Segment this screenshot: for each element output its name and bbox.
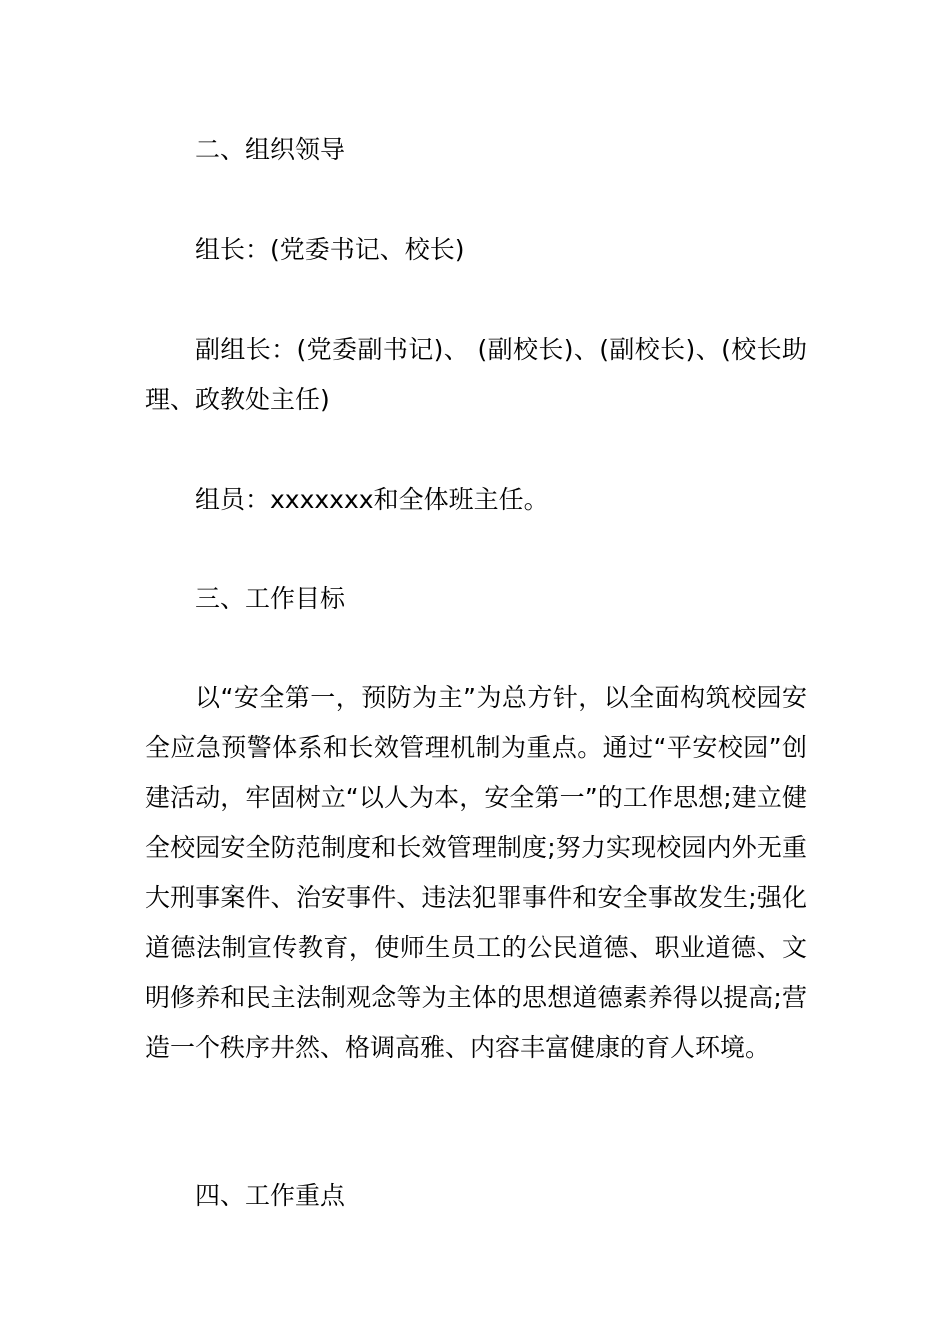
goals-paragraph: 以“安全第一，预防为主”为总方针，以全面构筑校园安全应急预警体系和长效管理机制为重点。通过“平安校园”创建活动，牢固树立“以人为本，安全第一”的工作思想;建立健全校园安全防范制度和长效管理制度;努力实现校园内外无重大刑事案件、治安事件、违法犯罪事件和安全事故发生;强化道德法制宣传教育，使师生员工的公民道德、职业道德、文明修养和民主法制观念等为主体的思想道德素养得以提高;营造一个秩序井然、格调高雅、内容丰富健康的育人环境。 [145,683,807,1062]
section-heading-organization: 二、组织领导 [195,135,346,164]
team-leader-line: 组长：(党委书记、校长) [195,235,465,264]
team-members-line: 组员：xxxxxxx和全体班主任。 [195,485,549,514]
section-heading-goals: 三、工作目标 [195,584,346,613]
section-heading-key-points: 四、工作重点 [195,1181,346,1210]
deputy-leader-line: 副组长：(党委副书记)、 (副校长)、(副校长)、(校长助理、政教处主任) [145,335,807,414]
